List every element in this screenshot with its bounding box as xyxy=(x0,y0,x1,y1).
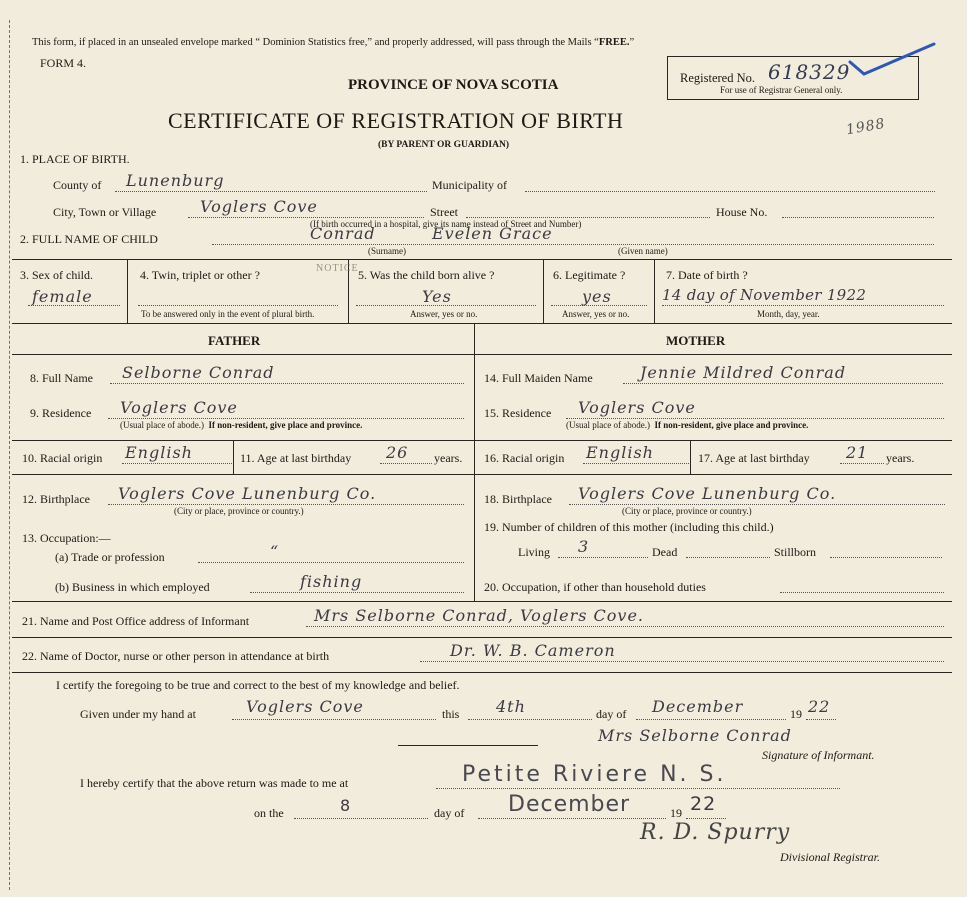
mother-maiden-name-label: 14. Full Maiden Name xyxy=(484,371,593,385)
place-of-birth-heading: 1. PLACE OF BIRTH. xyxy=(20,152,130,166)
city-value: Voglers Cove xyxy=(200,197,318,216)
hospital-note: (If birth occurred in a hospital, give its name instead of Street and Number) xyxy=(310,219,582,229)
child-given-name: Evelen Grace xyxy=(432,224,553,243)
mother-residence-label: 15. Residence xyxy=(484,406,552,420)
county-value: Lunenburg xyxy=(126,171,225,190)
living-value: 3 xyxy=(578,537,590,556)
living-label: Living xyxy=(518,545,550,559)
mother-heading: MOTHER xyxy=(666,333,726,348)
legitimate-label: 6. Legitimate ? xyxy=(553,268,626,282)
mother-years-label: years. xyxy=(886,451,915,465)
mother-age-value: 21 xyxy=(846,443,869,462)
street-label: Street xyxy=(430,205,458,219)
registrar-signature: R. D. Spurry xyxy=(640,820,791,845)
mother-birthplace-note: (City or place, province or country.) xyxy=(622,506,752,516)
given-name-caption: (Given name) xyxy=(618,246,668,256)
form-number: FORM 4. xyxy=(40,56,87,70)
registrar-day: 8 xyxy=(340,796,352,815)
born-alive-label: 5. Was the child born alive ? xyxy=(358,268,495,282)
mother-birthplace-value: Voglers Cove Lunenburg Co. xyxy=(578,484,837,503)
date-of-birth-value: 14 day of November 1922 xyxy=(662,286,867,304)
registrar-statement: I hereby certify that the above return was made to me at xyxy=(80,776,349,790)
dead-label: Dead xyxy=(652,545,678,559)
father-years-label: years. xyxy=(434,451,463,465)
born-alive-caption: Answer, yes or no. xyxy=(410,309,478,319)
father-age-value: 26 xyxy=(386,443,409,462)
father-occupation-label: 13. Occupation:— xyxy=(22,531,111,545)
informant-signature: Mrs Selborne Conrad xyxy=(598,726,792,745)
given-month-value: December xyxy=(652,697,744,716)
father-racial-origin-value: English xyxy=(125,443,193,462)
given-under-label: Given under my hand at xyxy=(80,707,196,721)
province-heading: PROVINCE OF NOVA SCOTIA xyxy=(348,77,559,93)
twin-note: To be answered only in the event of plural birth. xyxy=(141,309,315,319)
city-label: City, Town or Village xyxy=(53,205,157,219)
given-year-value: 22 xyxy=(808,697,831,716)
mother-maiden-name-value: Jennie Mildred Conrad xyxy=(640,363,847,382)
mail-notice: This form, if placed in an unsealed envelope marked “ Dominion Statistics free,” and properly addressed, will pass through the Mails “FREE.” xyxy=(32,37,635,48)
document-subtitle: (BY PARENT OR GUARDIAN) xyxy=(378,140,509,150)
left-edge-border xyxy=(9,20,10,890)
checkmark-icon xyxy=(846,40,938,80)
trade-value: “ xyxy=(270,542,280,561)
document-title: CERTIFICATE OF REGISTRATION OF BIRTH xyxy=(168,108,624,133)
trade-label: (a) Trade or profession xyxy=(55,550,165,564)
twin-label: 4. Twin, triplet or other ? xyxy=(140,268,260,282)
registration-note: For use of Registrar General only. xyxy=(720,85,843,95)
mother-occupation-label: 20. Occupation, if other than household duties xyxy=(484,580,706,594)
father-name-label: 8. Full Name xyxy=(30,371,93,385)
born-alive-value: Yes xyxy=(422,287,452,306)
children-count-label: 19. Number of children of this mother (including this child.) xyxy=(484,520,774,534)
legitimate-caption: Answer, yes or no. xyxy=(562,309,630,319)
registrar-caption: Divisional Registrar. xyxy=(780,850,881,864)
sex-label: 3. Sex of child. xyxy=(20,268,93,282)
mother-age-label: 17. Age at last birthday xyxy=(698,451,810,465)
father-heading: FATHER xyxy=(208,333,261,348)
father-residence-label: 9. Residence xyxy=(30,406,92,420)
father-age-label: 11. Age at last birthday xyxy=(240,451,352,465)
father-residence-note: (Usual place of abode.) If non-resident, give place and province. xyxy=(120,420,363,430)
registrar-year: 22 xyxy=(690,793,717,815)
father-racial-origin-label: 10. Racial origin xyxy=(22,451,103,465)
given-place-value: Voglers Cove xyxy=(246,697,364,716)
surname-caption: (Surname) xyxy=(368,246,406,256)
date-of-birth-caption: Month, day, year. xyxy=(757,309,820,319)
informant-signature-caption: Signature of Informant. xyxy=(762,748,875,762)
legitimate-value: yes xyxy=(582,287,612,306)
stillborn-label: Stillborn xyxy=(774,545,817,559)
registered-label: Registered No. xyxy=(680,71,755,85)
child-surname: Conrad xyxy=(310,224,376,243)
registration-number: 618329 xyxy=(768,60,851,84)
registrar-month: December xyxy=(508,792,631,817)
day-of-label: day of xyxy=(596,707,627,721)
on-the-label: on the xyxy=(254,806,284,820)
business-label: (b) Business in which employed xyxy=(55,580,210,594)
certification-statement: I certify the foregoing to be true and correct to the best of my knowledge and belief. xyxy=(56,678,460,692)
given-year-prefix: 19 xyxy=(790,707,802,721)
registrar-place: Petite Riviere N. S. xyxy=(462,762,727,787)
informant-label: 21. Name and Post Office address of Informant xyxy=(22,614,250,628)
doctor-value: Dr. W. B. Cameron xyxy=(450,641,616,660)
mother-racial-origin-label: 16. Racial origin xyxy=(484,451,565,465)
house-number-label: House No. xyxy=(716,205,768,219)
informant-value: Mrs Selborne Conrad, Voglers Cove. xyxy=(314,606,644,625)
county-label: County of xyxy=(53,178,102,192)
mother-residence-value: Voglers Cove xyxy=(578,398,696,417)
mother-birthplace-label: 18. Birthplace xyxy=(484,492,552,506)
registrar-year-prefix: 19 xyxy=(670,806,682,820)
mother-residence-note: (Usual place of abode.) If non-resident, give place and province. xyxy=(566,420,809,430)
mother-racial-origin-value: English xyxy=(586,443,654,462)
date-of-birth-label: 7. Date of birth ? xyxy=(666,268,748,282)
father-residence-value: Voglers Cove xyxy=(120,398,238,417)
father-birthplace-label: 12. Birthplace xyxy=(22,492,90,506)
registrar-day-of-label: day of xyxy=(434,806,465,820)
registrar-stamp-number: 1988 xyxy=(844,115,887,139)
father-birthplace-value: Voglers Cove Lunenburg Co. xyxy=(118,484,377,503)
child-name-label: 2. FULL NAME OF CHILD xyxy=(20,232,158,246)
doctor-label: 22. Name of Doctor, nurse or other person in attendance at birth xyxy=(22,649,330,663)
business-value: fishing xyxy=(300,572,363,591)
given-day-value: 4th xyxy=(496,697,526,716)
this-label: this xyxy=(442,707,460,721)
sex-value: female xyxy=(32,287,93,306)
father-birthplace-note: (City or place, province or country.) xyxy=(174,506,304,516)
background-notice: NOTICE xyxy=(316,263,359,274)
father-name-value: Selborne Conrad xyxy=(122,363,275,382)
municipality-label: Municipality of xyxy=(432,178,507,192)
